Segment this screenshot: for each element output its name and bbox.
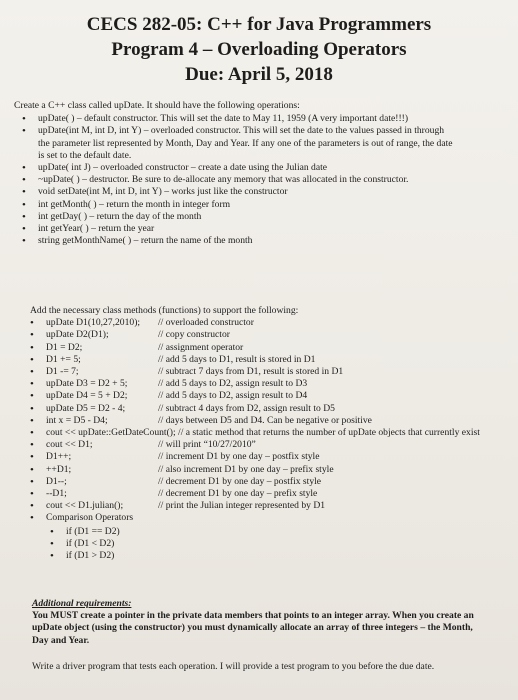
method-code: • upDate D2(D1); <box>46 329 109 341</box>
program-title: Program 4 – Overloading Operators <box>111 39 407 60</box>
intro-text: Create a C++ class called upDate. It should have the following operations: <box>14 100 300 111</box>
static-method-item: • cout << upDate::GetDateCount(); // a static method that returns the number of upDate objects that currently exist <box>46 427 486 439</box>
method-desc: // increment D1 by one day – postfix style <box>158 451 320 463</box>
additional-heading: Additional requirements: <box>32 598 132 609</box>
method-code: • --D1; <box>46 488 67 500</box>
method-code: • ++D1; <box>46 463 72 475</box>
additional-text: You MUST create a pointer in the private data members that points to an integer array. When you create an upDate object (using the constructor) you must dynamically allocate an array of three integers – the Month, Day and Year. <box>32 610 474 646</box>
method-code: • upDate D5 = D2 - 4; <box>46 402 126 414</box>
comparison-operators-item <box>46 512 486 562</box>
method-item <box>46 451 486 463</box>
operations-section <box>14 100 504 247</box>
due-date: Due: April 5, 2018 <box>185 64 333 85</box>
method-desc: // add 5 days to D2, assign result to D4 <box>158 390 308 402</box>
operation-item: • ~upDate( ) – destructor. Be sure to de-allocate any memory that was allocated in the constructor. <box>38 174 458 186</box>
operation-item: • upDate(int M, int D, int Y) – overloaded constructor. This will set the date to the values passed in through the parameter list represented by Month, Day and Year. If any one of the parameters is out of range, the date is set to the default date. <box>38 125 458 162</box>
method-desc: // copy constructor <box>158 329 230 341</box>
method-code: • D1++; <box>46 451 72 463</box>
operation-item: • upDate( ) – default constructor. This will set the date to May 11, 1959 (A very important date!!!) <box>38 113 458 125</box>
method-item <box>46 354 486 366</box>
comparison-item: • if (D1 < D2) <box>66 538 486 550</box>
method-code: • cout << D1.julian(); <box>46 500 124 512</box>
methods-list <box>46 317 486 562</box>
comparison-label: Comparison Operators <box>46 512 134 524</box>
method-code: • upDate D4 = 5 + D2; <box>46 390 128 402</box>
method-desc: // assignment operator <box>158 341 244 353</box>
comparison-item: • if (D1 == D2) <box>66 526 486 538</box>
method-item <box>46 488 486 500</box>
method-item <box>46 476 486 488</box>
course-title: CECS 282-05: C++ for Java Programmers <box>86 14 432 35</box>
method-code: • D1 -= 7; <box>46 366 79 378</box>
method-item <box>46 317 486 329</box>
method-item <box>46 390 486 402</box>
operation-item: • int getYear( ) – return the year <box>38 223 458 235</box>
method-desc: // will print “10/27/2010” <box>158 439 256 451</box>
method-code: • cout << D1; <box>46 439 93 451</box>
method-item <box>46 342 486 354</box>
driver-section <box>32 661 488 673</box>
methods-intro: Add the necessary class methods (functions) to support the following: <box>30 305 299 316</box>
method-code: • D1 = D2; <box>46 341 83 353</box>
additional-section <box>32 598 488 647</box>
comparison-item: • if (D1 > D2) <box>66 550 486 562</box>
method-desc: // decrement D1 by one day – prefix style <box>158 488 318 500</box>
method-desc: // add 5 days to D1, result is stored in D1 <box>158 353 316 365</box>
method-code: • int x = D5 - D4; <box>46 414 108 426</box>
method-code: • D1 += 5; <box>46 353 81 365</box>
operation-item: • upDate( int J) – overloaded constructor – create a date using the Julian date <box>38 162 458 174</box>
method-code: • upDate D3 = D2 + 5; <box>46 378 128 390</box>
method-desc: // print the Julian integer represented by D1 <box>158 500 326 512</box>
operation-item: • int getMonth( ) – return the month in integer form <box>38 199 458 211</box>
operation-item: • int getDay( ) – return the day of the month <box>38 211 458 223</box>
methods-section <box>30 305 500 562</box>
operations-list <box>38 113 458 247</box>
method-item <box>46 329 486 341</box>
driver-text: Write a driver program that tests each operation. I will provide a test program to you before the due date. <box>32 661 435 672</box>
operation-item: • void setDate(int M, int D, int Y) – works just like the constructor <box>38 186 458 198</box>
method-desc: // subtract 4 days from D2, assign result to D5 <box>158 402 335 414</box>
method-item <box>46 439 486 451</box>
method-code: • upDate D1(10,27,2010); <box>46 317 141 329</box>
method-item <box>46 378 486 390</box>
operation-item: • string getMonthName( ) – return the name of the month <box>38 235 458 247</box>
method-desc: // days between D5 and D4. Can be negative or positive <box>158 414 372 426</box>
method-item <box>46 500 486 512</box>
method-desc: // also increment D1 by one day – prefix style <box>158 463 334 475</box>
comparison-list <box>66 526 486 563</box>
method-desc: // add 5 days to D2, assign result to D3 <box>158 378 308 390</box>
method-desc: // decrement D1 by one day – postfix style <box>158 475 322 487</box>
method-item <box>46 403 486 415</box>
method-item <box>46 366 486 378</box>
method-item <box>46 464 486 476</box>
method-code: • D1--; <box>46 475 67 487</box>
method-item <box>46 415 486 427</box>
method-desc: // overloaded constructor <box>158 317 254 329</box>
method-desc: // subtract 7 days from D1, result is stored in D1 <box>158 366 344 378</box>
